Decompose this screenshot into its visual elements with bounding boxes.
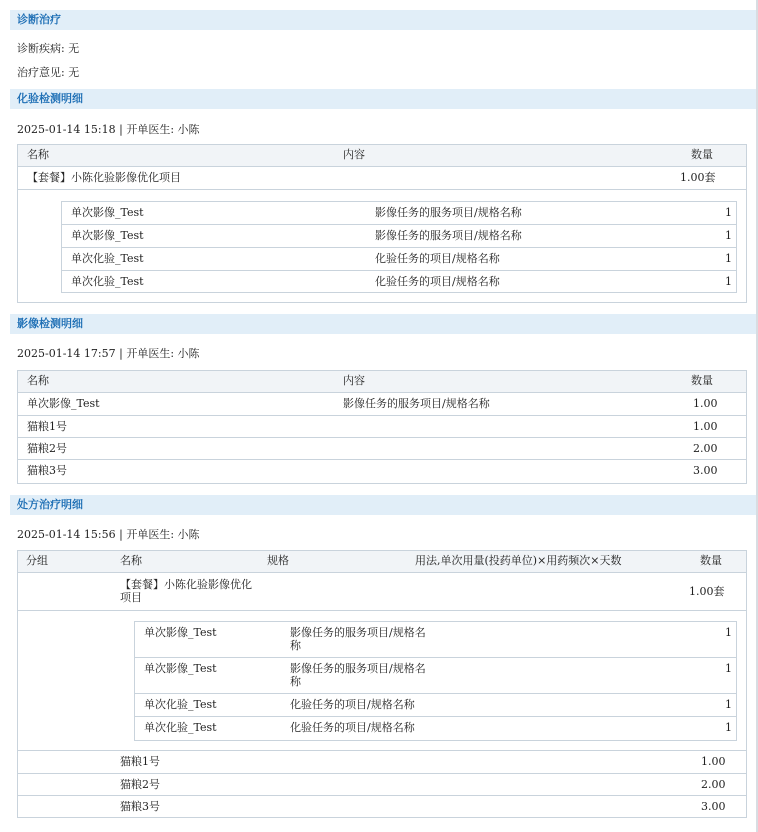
item-qty: 1 [725,662,732,675]
prescription-order-meta: 2025-01-14 15:56 | 开单医生: 小陈 [17,528,200,541]
rx-header-spec: 规格 [267,554,289,567]
item-qty: 1 [725,206,732,219]
list-item [62,202,736,225]
imaging-table-header [18,371,746,393]
item-name: 单次化验_Test [144,698,217,711]
lab-table [17,144,747,303]
table-row [18,750,746,774]
item-qty: 1 [725,229,732,242]
lab-header-content: 内容 [343,148,365,161]
row-name: 猫粮2号 [27,442,67,455]
row-name: 猫粮2号 [120,778,160,791]
item-spec: 影像任务的服务项目/规格名称 [290,626,426,652]
imaging-section-title: 影像检测明细 [10,314,756,334]
imaging-header-name: 名称 [27,374,49,387]
lab-order-meta: 2025-01-14 15:18 | 开单医生: 小陈 [17,123,200,136]
item-qty: 1 [725,698,732,711]
item-spec: 影像任务的服务项目/规格名称 [290,662,426,688]
item-qty: 1 [725,275,732,288]
treatment-opinion: 治疗意见: 无 [17,66,80,79]
table-row [18,460,746,482]
item-name: 单次影像_Test [144,626,217,639]
item-name: 单次影像_Test [144,662,217,675]
diagnosis-disease: 诊断疾病: 无 [17,42,80,55]
row-name: 猫粮3号 [27,464,67,477]
lab-package-row [18,167,746,190]
prescription-table-header [18,551,746,573]
imaging-header-qty: 数量 [691,374,713,387]
lab-package-qty: 1.00套 [680,171,716,184]
item-name: 单次化验_Test [71,252,144,265]
rx-package-qty: 1.00套 [689,585,725,598]
lab-header-name: 名称 [27,148,49,161]
item-name: 单次化验_Test [144,721,217,734]
row-qty: 1.00 [701,755,726,768]
item-qty: 1 [725,721,732,734]
table-row [18,774,746,796]
prescription-table [17,550,747,818]
imaging-header-content: 内容 [343,374,365,387]
item-content: 化验任务的项目/规格名称 [375,252,500,265]
row-content: 影像任务的服务项目/规格名称 [343,397,490,410]
row-name: 单次影像_Test [27,397,100,410]
row-qty: 2.00 [701,778,726,791]
table-row [18,416,746,438]
row-qty: 2.00 [693,442,718,455]
item-content: 化验任务的项目/规格名称 [375,275,500,288]
item-content: 影像任务的服务项目/规格名称 [375,229,522,242]
item-name: 单次影像_Test [71,206,144,219]
rx-header-name: 名称 [120,554,142,567]
list-item [135,694,736,717]
list-item [135,622,736,658]
list-item [135,658,736,694]
item-name: 单次化验_Test [71,275,144,288]
item-content: 影像任务的服务项目/规格名称 [375,206,522,219]
rx-package-row [18,573,746,611]
item-qty: 1 [725,252,732,265]
item-name: 单次影像_Test [71,229,144,242]
rx-package-items [134,621,737,741]
row-name: 猫粮1号 [120,755,160,768]
rx-header-qty: 数量 [700,554,722,567]
table-row [18,393,746,416]
lab-header-qty: 数量 [691,148,713,161]
lab-package-items [61,201,737,293]
lab-section-title: 化验检测明细 [10,89,756,109]
imaging-table [17,370,747,484]
imaging-order-meta: 2025-01-14 17:57 | 开单医生: 小陈 [17,347,200,360]
rx-header-group: 分组 [26,554,48,567]
list-item [62,225,736,248]
prescription-section-title: 处方治疗明细 [10,495,756,515]
row-qty: 3.00 [693,464,718,477]
item-spec: 化验任务的项目/规格名称 [290,698,415,711]
table-row [18,438,746,460]
row-qty: 3.00 [701,800,726,813]
rx-header-usage: 用法,单次用量(投药单位)×用药频次×天数 [415,554,622,567]
lab-table-header [18,145,746,167]
item-qty: 1 [725,626,732,639]
list-item [62,248,736,271]
row-qty: 1.00 [693,397,718,410]
rx-package-name: 【套餐】小陈化验影像优化项目 [120,578,252,604]
diagnosis-section-title: 诊断治疗 [10,10,756,30]
table-row [18,796,746,817]
row-name: 猫粮1号 [27,420,67,433]
lab-package-name: 【套餐】小陈化验影像优化项目 [27,171,181,184]
item-spec: 化验任务的项目/规格名称 [290,721,415,734]
list-item [135,717,736,740]
list-item [62,271,736,292]
row-name: 猫粮3号 [120,800,160,813]
row-qty: 1.00 [693,420,718,433]
